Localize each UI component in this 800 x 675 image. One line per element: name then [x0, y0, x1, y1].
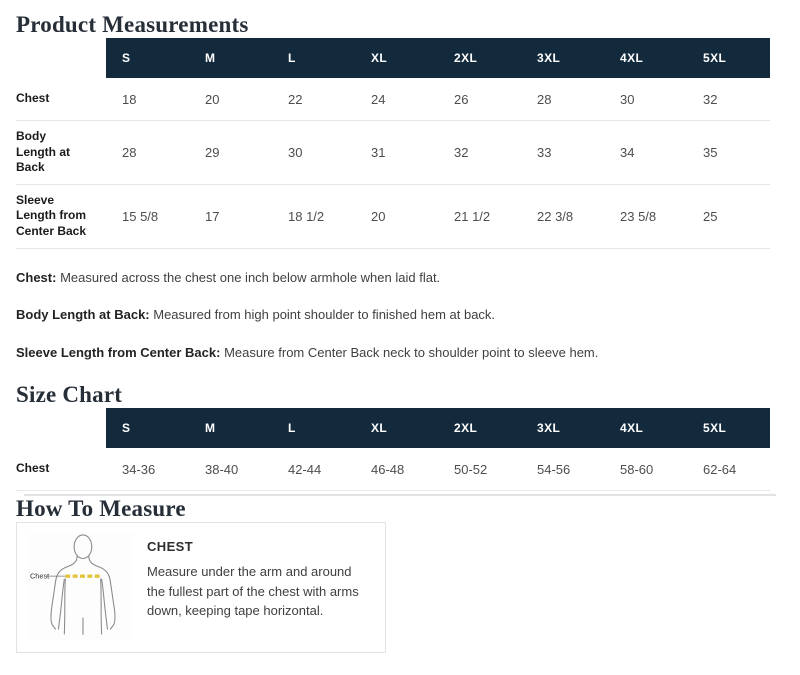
row-label: Sleeve Length from Center Back: [16, 192, 87, 238]
table-cell: 28: [122, 144, 137, 160]
table-cell: 46-48: [371, 461, 405, 477]
table-cell: 15 5/8: [122, 208, 159, 224]
table-cell: 58-60: [620, 461, 654, 477]
table-cell: 18: [122, 91, 137, 107]
table-cell: 31: [371, 144, 386, 160]
definition-text: Measured across the chest one inch below armhole when laid flat.: [56, 269, 441, 285]
definition-term: Body Length at Back:: [16, 307, 150, 323]
table-row-body-length: [16, 121, 770, 185]
product-measurements-title: Product Measurements: [16, 12, 249, 37]
table-cell: 18 1/2: [288, 208, 325, 224]
definition-term: Sleeve Length from Center Back:: [16, 345, 221, 361]
table-cell: 62-64: [703, 461, 737, 477]
header-corner: [16, 38, 106, 78]
table-cell: 20: [205, 91, 220, 107]
table-cell: 32: [703, 91, 718, 107]
table-cell: 21 1/2: [454, 208, 491, 224]
chest-measure-card: [16, 522, 386, 653]
measurement-definitions: [16, 269, 784, 364]
how-to-measure-title: How To Measure: [16, 496, 186, 522]
column-header-5xl: 5XL: [687, 38, 770, 78]
definition-term: Chest:: [16, 269, 57, 285]
definition-sleeve-length: [16, 344, 784, 363]
table-cell: 34-36: [122, 461, 156, 477]
table-row-sleeve-length: [16, 185, 770, 249]
column-header-3xl: 3XL: [521, 38, 604, 78]
header-corner: [16, 408, 106, 448]
size-chart-title: Size Chart: [16, 382, 123, 408]
measurements-header-row: [16, 38, 770, 78]
table-cell: 38-40: [205, 461, 239, 477]
table-cell: 35: [703, 144, 718, 160]
table-cell: 34: [620, 144, 635, 160]
table-row-chest-range: [16, 448, 770, 491]
table-row-chest: [16, 78, 770, 121]
column-header-m: M: [189, 38, 272, 78]
size-chart-section: [16, 382, 784, 491]
column-header-3xl: 3XL: [521, 408, 604, 448]
table-cell: 42-44: [288, 461, 322, 477]
product-measurements-table: [16, 38, 770, 249]
table-cell: 30: [620, 91, 635, 107]
column-header-m: M: [189, 408, 272, 448]
table-cell: 20: [371, 208, 386, 224]
column-header-s: S: [106, 408, 189, 448]
table-cell: 23 5/8: [620, 208, 657, 224]
size-chart-header-row: [16, 408, 770, 448]
row-label: Chest: [16, 461, 50, 476]
row-label: Chest: [16, 91, 50, 106]
definition-chest: [16, 269, 784, 288]
table-cell: 33: [537, 144, 552, 160]
table-cell: 54-56: [537, 461, 571, 477]
definition-body-length: [16, 306, 784, 325]
table-cell: 29: [205, 144, 220, 160]
column-header-l: L: [272, 38, 355, 78]
table-cell: 32: [454, 144, 469, 160]
product-measurements-section: [16, 12, 784, 363]
table-cell: 22: [288, 91, 303, 107]
definition-text: Measure from Center Back neck to shoulder point to sleeve hem.: [220, 345, 599, 361]
table-cell: 25: [703, 208, 718, 224]
column-header-4xl: 4XL: [604, 38, 687, 78]
table-cell: 50-52: [454, 461, 488, 477]
column-header-l: L: [272, 408, 355, 448]
chest-measure-text: [147, 533, 373, 621]
column-header-2xl: 2XL: [438, 38, 521, 78]
size-chart-table: [16, 408, 770, 491]
definition-text: Measured from high point shoulder to finished hem at back.: [149, 307, 496, 323]
column-header-2xl: 2XL: [438, 408, 521, 448]
how-to-measure-section: [16, 496, 784, 653]
table-cell: 17: [205, 208, 220, 224]
card-heading: CHEST: [147, 539, 194, 555]
column-header-xl: XL: [355, 408, 438, 448]
body-outline-icon: [29, 533, 133, 635]
table-cell: 30: [288, 144, 303, 160]
table-cell: 24: [371, 91, 386, 107]
column-header-s: S: [106, 38, 189, 78]
card-body: Measure under the arm and around the fullest part of the chest with arms down, keeping tape horizontal.: [147, 564, 359, 619]
table-cell: 22 3/8: [537, 208, 574, 224]
table-cell: 26: [454, 91, 469, 107]
column-header-5xl: 5XL: [687, 408, 770, 448]
torso-illustration: [29, 533, 133, 640]
column-header-4xl: 4XL: [604, 408, 687, 448]
figure-chest-label: Chest: [30, 571, 50, 581]
row-label: Body Length at Back: [16, 129, 70, 175]
column-header-xl: XL: [355, 38, 438, 78]
table-cell: 28: [537, 91, 552, 107]
